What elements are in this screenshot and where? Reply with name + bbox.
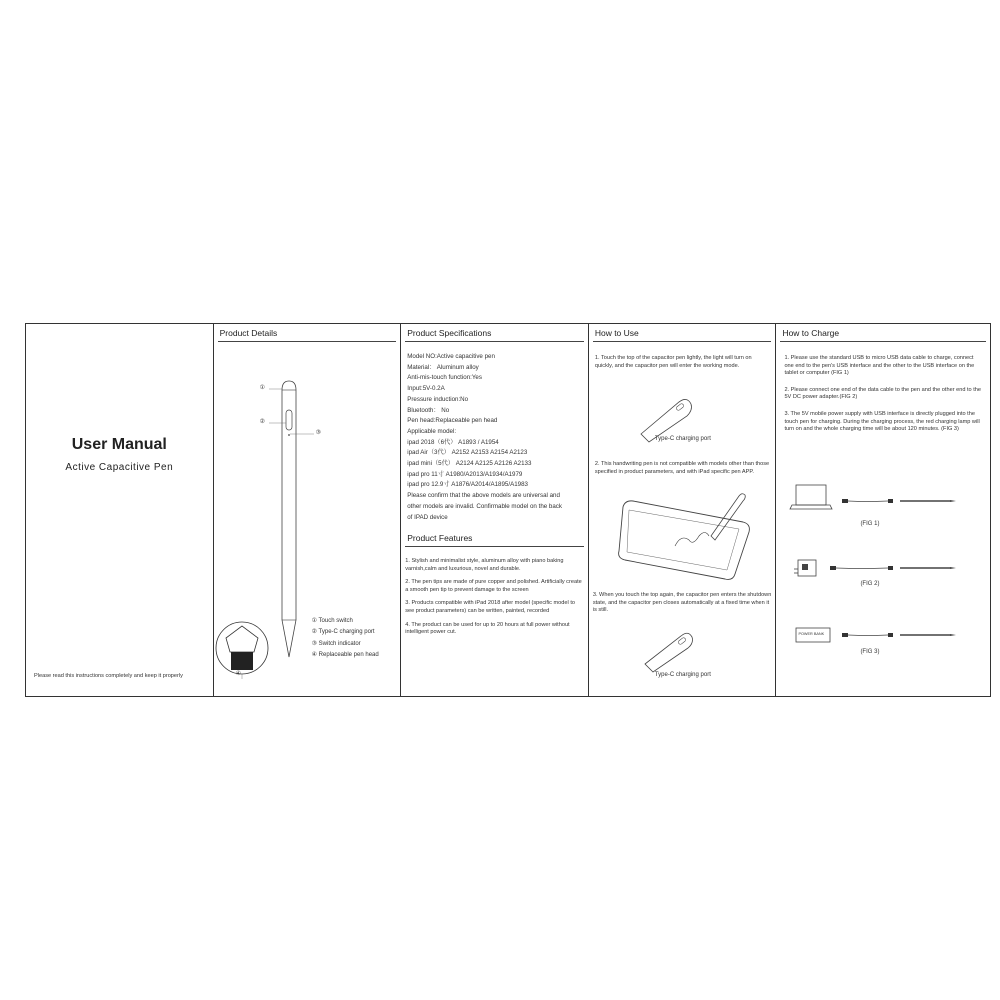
figure-label: (FIG 3) bbox=[860, 649, 880, 655]
cover-panel bbox=[26, 324, 214, 696]
read-instructions-note: Please read this instructions completely and keep it properly bbox=[34, 673, 183, 679]
charging-port-caption: Type-C charging port bbox=[654, 672, 711, 678]
use-step-3: 3. When you touch the top again, the capacitor pen enters the shutdown state, and the capacitor pen closes automatically at a fixed time when it is still. bbox=[592, 592, 772, 614]
pen-charging-port-illustration bbox=[589, 324, 777, 696]
spec-line: Applicable model: bbox=[407, 427, 457, 435]
product-specifications-heading: Product Specifications bbox=[407, 328, 492, 338]
parts-legend bbox=[312, 616, 379, 662]
spec-line: of IPAD device bbox=[407, 513, 448, 521]
feature-item: 1. Stylish and minimalist style, aluminum alloy with piano baking varnish,calm and luxurious, novel and durable. bbox=[405, 558, 564, 572]
spec-line: Pen head:Replaceable pen head bbox=[407, 417, 498, 425]
feature-item: 2. The pen tips are made of pure copper and polished. Artificially create a smooth pen tip to prevent damage to the screen bbox=[405, 579, 582, 593]
spec-list bbox=[407, 352, 584, 523]
specifications-panel bbox=[401, 324, 589, 696]
spec-line: ipad mini（5代） A2124 A2125 A2126 A2133 bbox=[407, 460, 532, 468]
spec-line: ipad pro 12.9寸 A1876/A2014/A1895/A1983 bbox=[407, 481, 528, 489]
feature-item: 3. Products compatible with iPad 2018 after model (specific model to see product parameters) can be written, painted, recorded bbox=[405, 600, 575, 614]
spec-line: ipad 2018（6代） A1893 / A1954 bbox=[407, 438, 499, 446]
user-manual-sheet bbox=[25, 323, 991, 697]
how-to-use-heading: How to Use bbox=[594, 328, 639, 338]
spec-line: Anti-mis-touch function:Yes bbox=[407, 374, 482, 382]
charge-step: 1. Please use the standard USB to micro USB data cable to charge, connect one end to the pen's USB interface and the other to the USB interface on the tablet or computer (FIG 1) bbox=[784, 355, 975, 377]
manual-title: User Manual bbox=[71, 436, 167, 453]
spec-line: ipad pro 11寸 A1980/A2013/A1934/A1979 bbox=[407, 470, 523, 478]
spec-line: Material： Aluminum alloy bbox=[407, 363, 479, 371]
legend-item: ④ Replaceable pen head bbox=[311, 652, 379, 659]
figure-label: (FIG 2) bbox=[860, 581, 880, 587]
spec-line: Pressure induction:No bbox=[407, 395, 469, 403]
use-step-1: 1. Touch the top of the capacitor pen lightly, the light will turn on quickly, and the capacitor pen will enter the working mode. bbox=[594, 355, 752, 369]
heading-divider bbox=[405, 341, 584, 342]
how-to-use-panel bbox=[589, 324, 777, 696]
legend-item: ① Touch switch bbox=[311, 618, 353, 624]
spec-line: ipad Air（3代） A2152 A2153 A2154 A2123 bbox=[407, 449, 528, 457]
feature-item: 4. The product can be used for up to 20 hours at full power without intelligent power cut. bbox=[405, 621, 570, 636]
charge-step: 3. The 5V mobile power supply with USB interface is directly plugged into the touch pen for charging. During the charging process, the red charging lamp will turn on and the whole charging time will be about 120 minutes. (FIG 3) bbox=[784, 410, 980, 433]
heading-divider bbox=[405, 546, 584, 547]
spec-line: Input:5V-0.2A bbox=[407, 385, 445, 393]
spec-line: Please confirm that the above models are universal and bbox=[407, 492, 560, 500]
callout-3: ③ bbox=[315, 430, 321, 436]
spec-line: other models are invalid. Confirmable model on the back bbox=[407, 502, 562, 510]
legend-item: ② Type-C charging port bbox=[311, 629, 375, 636]
charge-step: 2. Please connect one end of the data cable to the pen and the other end to the 5V DC power adapter.(FIG 2) bbox=[784, 386, 981, 401]
spec-line: Bluetooth： No bbox=[407, 406, 450, 414]
callout-4: ④ bbox=[235, 671, 241, 677]
product-details-heading: Product Details bbox=[219, 328, 278, 338]
feature-list bbox=[405, 558, 583, 643]
callout-2: ② bbox=[259, 419, 265, 425]
legend-item: ③ Switch indicator bbox=[311, 640, 361, 647]
use-step-2: 2. This handwriting pen is not compatible with models other than those specified in product parameters, and with iPad specific pen APP. bbox=[594, 461, 770, 475]
how-to-charge-heading: How to Charge bbox=[782, 328, 840, 338]
product-details-panel bbox=[214, 324, 402, 696]
callout-1: ① bbox=[259, 385, 265, 391]
figure-label: (FIG 1) bbox=[860, 521, 880, 527]
power-bank-label: POWER BANK bbox=[798, 632, 825, 636]
charging-figures bbox=[776, 324, 990, 696]
spec-line: Model NO:Active capacitive pen bbox=[407, 353, 495, 360]
manual-subtitle: Active Capacitive Pen bbox=[65, 462, 174, 473]
product-features-heading: Product Features bbox=[407, 533, 473, 543]
charging-port-caption: Type-C charging port bbox=[654, 436, 711, 442]
how-to-charge-panel bbox=[776, 324, 990, 696]
